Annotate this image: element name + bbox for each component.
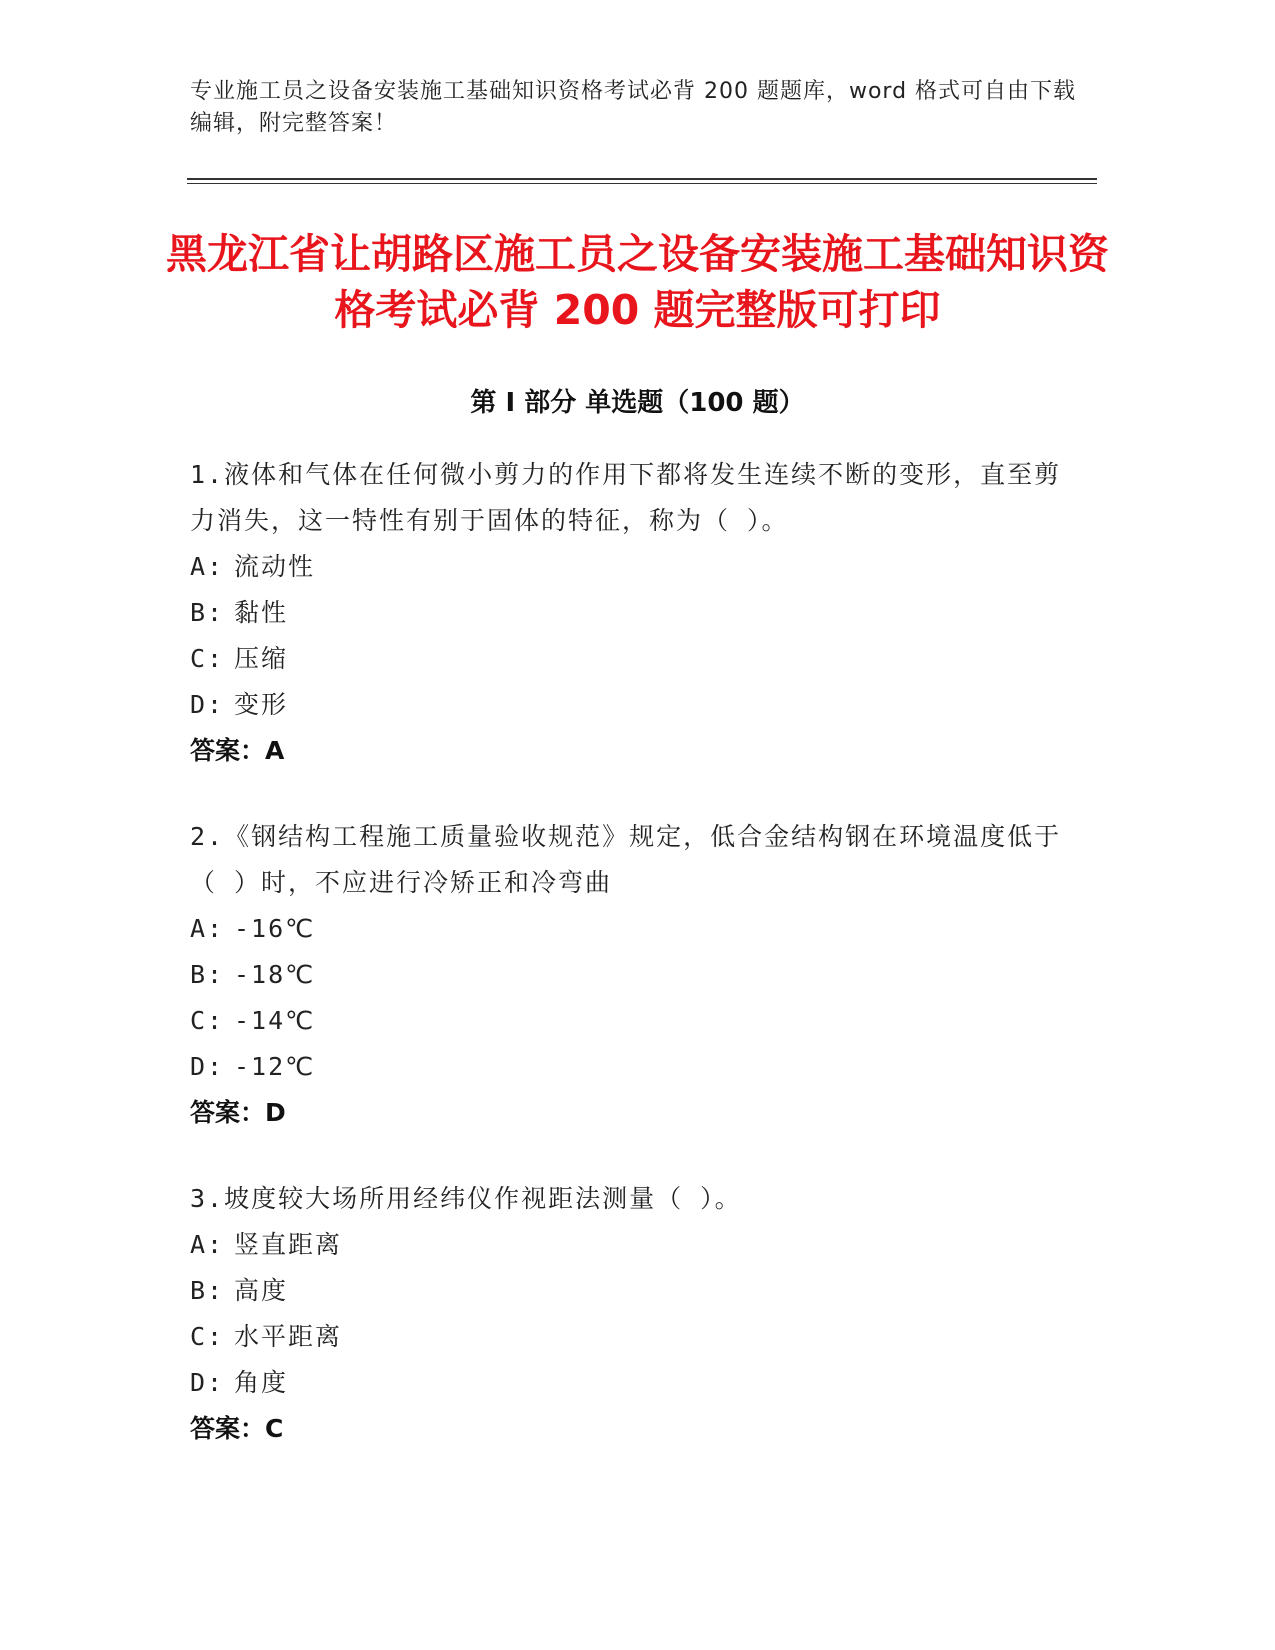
option-text: 变形 — [234, 690, 289, 719]
option-a — [190, 544, 1070, 590]
option-text: 压缩 — [234, 644, 289, 673]
option-text: -16℃ — [234, 914, 316, 943]
header-note: 专业施工员之设备安装施工基础知识资格考试必背 200 题题库，word 格式可自由下载编辑，附完整答案！ — [190, 79, 1077, 136]
option-c — [190, 1314, 1070, 1360]
answer-line: 答案：D — [190, 1098, 286, 1127]
question-stem: 2.《钢结构工程施工质量验收规范》规定，低合金结构钢在环境温度低于（ ）时，不应进行冷矫正和冷弯曲 — [190, 822, 1062, 897]
option-key: C: — [190, 644, 225, 673]
option-b — [190, 952, 1070, 998]
option-key: D: — [190, 1368, 225, 1397]
header-rule-thick — [187, 178, 1097, 180]
option-text: 水平距离 — [234, 1322, 343, 1351]
option-key: C: — [190, 1006, 225, 1035]
question-stem: 1.液体和气体在任何微小剪力的作用下都将发生连续不断的变形，直至剪力消失，这一特性有别于固体的特征，称为（ ）。 — [190, 460, 1062, 535]
answer-line: 答案：A — [190, 736, 285, 765]
option-text: 竖直距离 — [234, 1230, 343, 1259]
option-key: C: — [190, 1322, 225, 1351]
option-d — [190, 682, 1070, 728]
option-c — [190, 636, 1070, 682]
option-key: D: — [190, 690, 225, 719]
option-text: 黏性 — [234, 598, 289, 627]
question-2 — [190, 814, 1070, 1136]
option-d — [190, 1044, 1070, 1090]
question-3 — [190, 1176, 1070, 1452]
answer-line: 答案：C — [190, 1414, 284, 1443]
option-b — [190, 590, 1070, 636]
option-key: B: — [190, 960, 225, 989]
question-stem: 3.坡度较大场所用经纬仪作视距法测量（ ）。 — [190, 1184, 742, 1213]
header-rule-thin — [187, 183, 1097, 184]
option-text: 高度 — [234, 1276, 289, 1305]
option-key: A: — [190, 1230, 225, 1259]
option-text: -18℃ — [234, 960, 316, 989]
option-key: A: — [190, 914, 225, 943]
option-key: B: — [190, 1276, 225, 1305]
option-b — [190, 1268, 1070, 1314]
option-a — [190, 906, 1070, 952]
option-key: B: — [190, 598, 225, 627]
option-key: D: — [190, 1052, 225, 1081]
document-title: 黑龙江省让胡路区施工员之设备安装施工基础知识资格考试必背 200 题完整版可打印 — [166, 230, 1109, 334]
option-a — [190, 1222, 1070, 1268]
option-d — [190, 1360, 1070, 1406]
option-c — [190, 998, 1070, 1044]
option-text: 流动性 — [234, 552, 316, 581]
section-title: 第 I 部分 单选题（100 题） — [470, 388, 805, 418]
option-text: -14℃ — [234, 1006, 316, 1035]
option-key: A: — [190, 552, 225, 581]
option-text: -12℃ — [234, 1052, 316, 1081]
option-text: 角度 — [234, 1368, 289, 1397]
question-1 — [190, 452, 1070, 774]
